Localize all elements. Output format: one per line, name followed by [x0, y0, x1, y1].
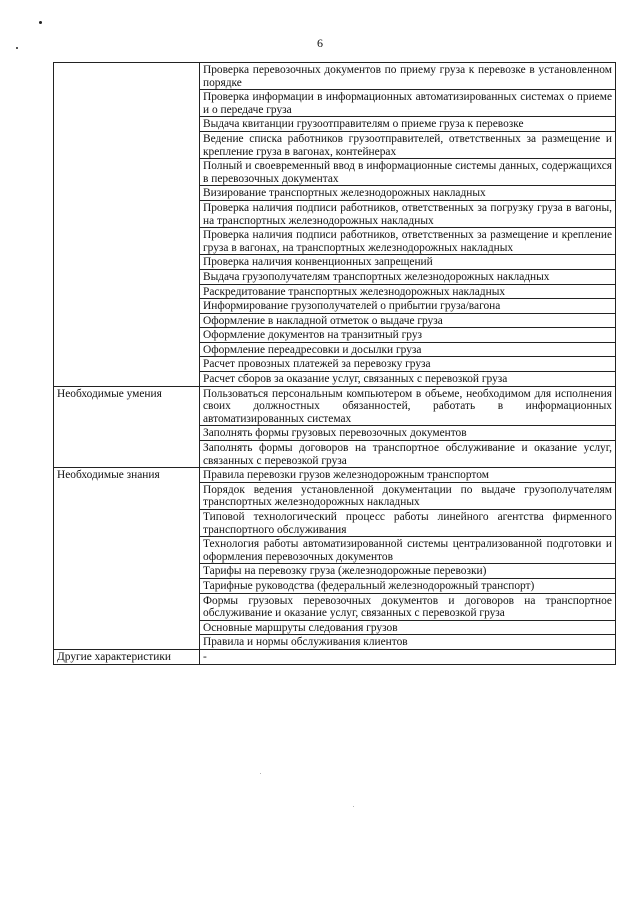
requirement-item: Визирование транспортных железнодорожных накладных — [200, 186, 616, 201]
requirement-item: Заполнять формы грузовых перевозочных документов — [200, 426, 616, 441]
section-label — [54, 63, 200, 387]
requirement-item: Проверка информации в информационных автоматизированных системах о приеме и о передаче груза — [200, 90, 616, 117]
scan-speck — [353, 806, 354, 807]
requirement-item: Полный и своевременный ввод в информационные системы данных, содержащихся в перевозочных документах — [200, 159, 616, 186]
requirement-item: Технология работы автоматизированной системы централизованной подготовки и оформления перевозочных документов — [200, 537, 616, 564]
requirement-item: Проверка перевозочных документов по приему груза к перевозке в установленном порядке — [200, 63, 616, 90]
requirement-item: Информирование грузополучателей о прибытии груза/вагона — [200, 299, 616, 314]
requirement-item: - — [200, 649, 616, 664]
requirement-item: Проверка наличия подписи работников, ответственных за погрузку груза в вагоны, на транспортных железнодорожных накладных — [200, 200, 616, 227]
requirement-item: Типовой технологический процесс работы линейного агентства фирменного транспортного обслуживания — [200, 510, 616, 537]
requirement-item: Ведение списка работников грузоотправителей, ответственных за размещение и крепление груза в вагонах, контейнерах — [200, 131, 616, 158]
requirement-item: Формы грузовых перевозочных документов и договоров на транспортное обслуживание и оказание услуг, связанных с перевозкой груза — [200, 593, 616, 620]
requirement-item: Оформление документов на транзитный груз — [200, 328, 616, 343]
requirement-item: Раскредитование транспортных железнодорожных накладных — [200, 284, 616, 299]
requirement-item: Проверка наличия конвенционных запрещений — [200, 255, 616, 270]
section-label: Другие характеристики — [54, 649, 200, 664]
table-row — [54, 386, 616, 426]
scan-speck — [39, 21, 42, 24]
requirement-item: Оформление переадресовки и досылки груза — [200, 342, 616, 357]
section-label: Необходимые умения — [54, 386, 200, 468]
requirement-item: Оформление в накладной отметок о выдаче груза — [200, 313, 616, 328]
requirement-item: Выдача квитанции грузоотправителям о приеме груза к перевозке — [200, 117, 616, 132]
requirement-item: Тарифы на перевозку груза (железнодорожные перевозки) — [200, 564, 616, 579]
table-row — [54, 649, 616, 664]
requirement-item: Расчет провозных платежей за перевозку груза — [200, 357, 616, 372]
requirement-item: Пользоваться персональным компьютером в объеме, необходимом для исполнения своих должностных обязанностей, работать в информационных автоматизированных системах — [200, 386, 616, 426]
requirement-item: Основные маршруты следования грузов — [200, 620, 616, 635]
requirement-item: Правила и нормы обслуживания клиентов — [200, 635, 616, 650]
table-row — [54, 63, 616, 90]
job-function-table — [53, 62, 616, 665]
requirement-item: Выдача грузополучателям транспортных железнодорожных накладных — [200, 269, 616, 284]
scan-speck — [260, 773, 261, 774]
requirement-item: Тарифные руководства (федеральный железнодорожный транспорт) — [200, 578, 616, 593]
requirement-item: Проверка наличия подписи работников, ответственных за размещение и крепление груза в вагонах, на транспортных железнодорожных накладных — [200, 228, 616, 255]
requirement-item: Заполнять формы договоров на транспортное обслуживание и оказание услуг, связанных с перевозкой груза — [200, 441, 616, 468]
requirement-item: Порядок ведения установленной документации по выдаче грузополучателям транспортных железнодорожных накладных — [200, 482, 616, 509]
requirement-item: Правила перевозки грузов железнодорожным транспортом — [200, 468, 616, 483]
page-number: 6 — [317, 36, 323, 50]
section-label: Необходимые знания — [54, 468, 200, 650]
table-row — [54, 468, 616, 483]
requirement-item: Расчет сборов за оказание услуг, связанных с перевозкой груза — [200, 372, 616, 387]
